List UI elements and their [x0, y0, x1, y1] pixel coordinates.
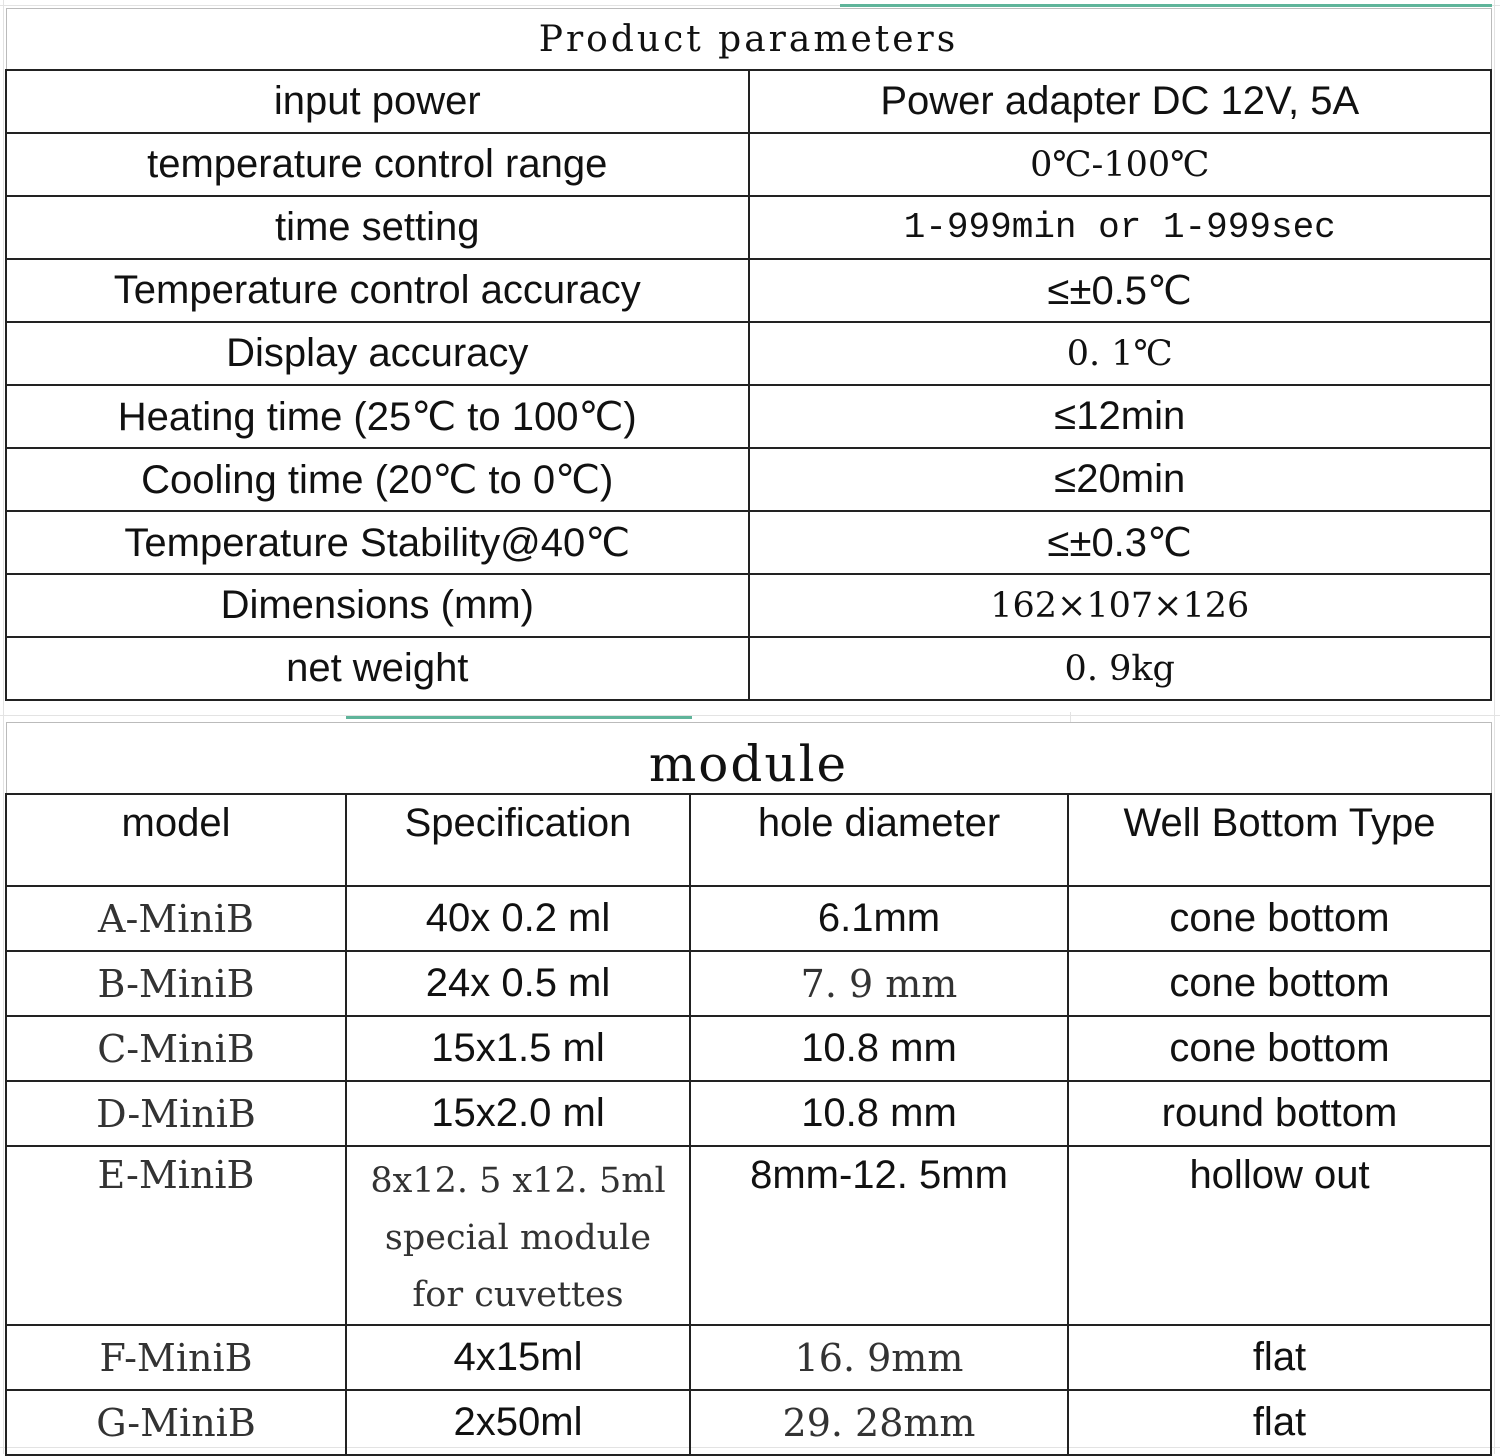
- grid-line: [0, 715, 1500, 716]
- specification-cell: [346, 1146, 690, 1325]
- model-cell: D-MiniB: [6, 1081, 346, 1146]
- model-cell: E-MiniB: [6, 1146, 346, 1325]
- parameter-value: 0. 9kg: [749, 637, 1492, 700]
- specification-cell: 15x2.0 ml: [346, 1081, 690, 1146]
- parameter-name: Temperature Stability@40℃: [6, 511, 749, 574]
- table-row: [6, 385, 1491, 448]
- parameter-name: time setting: [6, 196, 749, 259]
- parameter-value: 0℃-100℃: [749, 133, 1492, 196]
- well-bottom-type-cell: hollow out: [1068, 1146, 1491, 1325]
- table-row: [6, 448, 1491, 511]
- hole-diameter-cell: 16. 9mm: [690, 1325, 1068, 1390]
- specification-line: special module: [384, 1218, 652, 1258]
- table-row: [6, 951, 1491, 1016]
- selection-accent-bar: [840, 4, 1492, 7]
- well-bottom-type-cell: cone bottom: [1068, 886, 1491, 951]
- specification-cell: 4x15ml: [346, 1325, 690, 1390]
- column-header-specification: Specification: [346, 794, 690, 886]
- parameter-name: input power: [6, 70, 749, 133]
- parameter-value: ≤±0.5℃: [749, 259, 1492, 322]
- table-row: [6, 574, 1491, 637]
- parameter-value: 1-999min or 1-999sec: [749, 196, 1492, 259]
- table-header-row: [6, 794, 1491, 886]
- table-row: [6, 322, 1491, 385]
- grid-line: [3, 0, 4, 1454]
- well-bottom-type-cell: flat: [1068, 1390, 1491, 1455]
- table-row: [6, 1016, 1491, 1081]
- table-row: [6, 70, 1491, 133]
- hole-diameter-cell: 7. 9 mm: [690, 951, 1068, 1016]
- specification-line: for cuvettes: [412, 1275, 624, 1315]
- table-row: [6, 637, 1491, 700]
- column-header-well-bottom-type: Well Bottom Type: [1068, 794, 1491, 886]
- table-row: [6, 1081, 1491, 1146]
- hole-diameter-cell: 8mm-12. 5mm: [690, 1146, 1068, 1325]
- table-row: [6, 133, 1491, 196]
- model-cell: C-MiniB: [6, 1016, 346, 1081]
- hole-diameter-cell: 29. 28mm: [690, 1390, 1068, 1455]
- parameter-name: Heating time (25℃ to 100℃): [6, 385, 749, 448]
- column-header-model: model: [6, 794, 346, 886]
- parameter-value: ≤12min: [749, 385, 1492, 448]
- specification-line: 8x12. 5 x12. 5ml: [370, 1161, 666, 1201]
- parameter-name: net weight: [6, 637, 749, 700]
- table-row: [6, 1325, 1491, 1390]
- parameter-value: ≤20min: [749, 448, 1492, 511]
- table-row: [6, 511, 1491, 574]
- table-row: [6, 1146, 1491, 1325]
- specification-cell: 24x 0.5 ml: [346, 951, 690, 1016]
- table-title: Product parameters: [6, 9, 1491, 71]
- hole-diameter-cell: 10.8 mm: [690, 1081, 1068, 1146]
- parameter-value: 0. 1℃: [749, 322, 1492, 385]
- table-row: [6, 259, 1491, 322]
- specification-cell: 40x 0.2 ml: [346, 886, 690, 951]
- module-table: [5, 722, 1492, 1456]
- table-title: module: [6, 723, 1491, 795]
- well-bottom-type-cell: cone bottom: [1068, 1016, 1491, 1081]
- specification-cell: 2x50ml: [346, 1390, 690, 1455]
- parameter-name: Display accuracy: [6, 322, 749, 385]
- hole-diameter-cell: 10.8 mm: [690, 1016, 1068, 1081]
- product-parameters-table: [5, 8, 1492, 701]
- table-row: [6, 196, 1491, 259]
- parameter-name: Dimensions (mm): [6, 574, 749, 637]
- model-cell: F-MiniB: [6, 1325, 346, 1390]
- column-header-hole-diameter: hole diameter: [690, 794, 1068, 886]
- table-row: [6, 886, 1491, 951]
- table-row: [6, 1390, 1491, 1455]
- grid-line: [1070, 712, 1071, 722]
- model-cell: G-MiniB: [6, 1390, 346, 1455]
- parameter-name: Cooling time (20℃ to 0℃): [6, 448, 749, 511]
- parameter-name: temperature control range: [6, 133, 749, 196]
- parameter-value: ≤±0.3℃: [749, 511, 1492, 574]
- model-cell: A-MiniB: [6, 886, 346, 951]
- hole-diameter-cell: 6.1mm: [690, 886, 1068, 951]
- parameter-value: Power adapter DC 12V, 5A: [749, 70, 1492, 133]
- table-title-row: [6, 9, 1491, 71]
- specification-cell: 15x1.5 ml: [346, 1016, 690, 1081]
- well-bottom-type-cell: cone bottom: [1068, 951, 1491, 1016]
- grid-line: [1494, 0, 1495, 1454]
- parameter-name: Temperature control accuracy: [6, 259, 749, 322]
- table-title-row: [6, 723, 1491, 795]
- well-bottom-type-cell: round bottom: [1068, 1081, 1491, 1146]
- model-cell: B-MiniB: [6, 951, 346, 1016]
- parameter-value: 162×107×126: [749, 574, 1492, 637]
- selection-accent-bar: [346, 716, 692, 719]
- well-bottom-type-cell: flat: [1068, 1325, 1491, 1390]
